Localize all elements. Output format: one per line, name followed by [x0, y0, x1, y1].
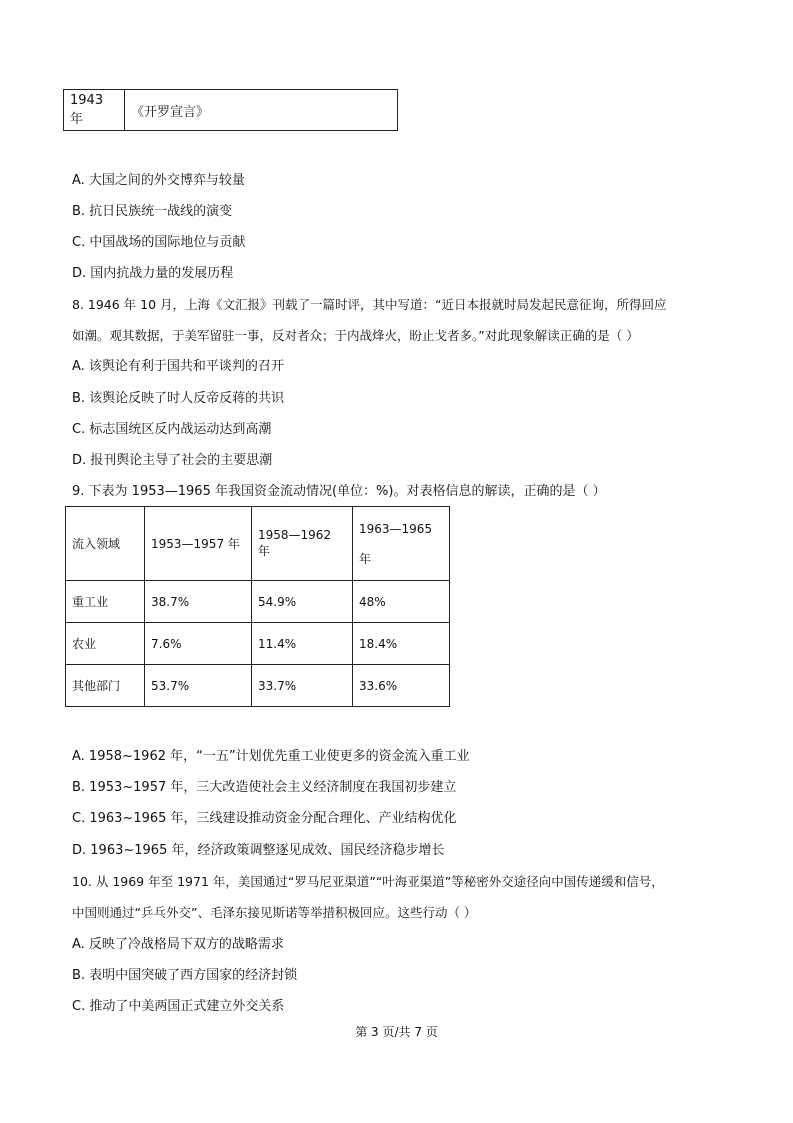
q8-option-c: C. 标志国统区反内战运动达到高潮	[72, 422, 272, 437]
table-cell: 重工业	[66, 581, 145, 623]
funds-header-cell: 1963—1965 年	[353, 507, 450, 581]
table-cell: 7.6%	[145, 623, 252, 665]
table-cell: 54.9%	[252, 581, 353, 623]
q10-option-c: C. 推动了中美两国正式建立外交关系	[72, 999, 285, 1014]
q7-option-b: B. 抗日民族统一战线的演变	[72, 204, 233, 219]
table-cell: 33.7%	[252, 665, 353, 707]
table-cell: 38.7%	[145, 581, 252, 623]
event-year: 1943 年	[64, 90, 125, 131]
table-row	[66, 581, 450, 623]
q10-stem-line1: 10. 从 1969 年至 1971 年，美国通过“罗马尼亚渠道”“叶海亚渠道”等秘密外交途径向中国传递缓和信号，	[72, 874, 664, 889]
table-cell: 18.4%	[353, 623, 450, 665]
table-row	[66, 665, 450, 707]
q10-option-a: A. 反映了冷战格局下双方的战略需求	[72, 937, 284, 952]
funds-header-cell: 流入领域	[66, 507, 145, 581]
funds-header-cell: 1953—1957 年	[145, 507, 252, 581]
q7-option-d: D. 国内抗战力量的发展历程	[72, 266, 234, 281]
table-cell: 48%	[353, 581, 450, 623]
event-table	[63, 89, 398, 131]
q9-stem: 9. 下表为 1953—1965 年我国资金流动情况(单位：%)。对表格信息的解读，正确的是（ ）	[72, 484, 606, 499]
funds-table-header-row	[66, 507, 450, 581]
q8-option-a: A. 该舆论有利于国共和平谈判的召开	[72, 359, 284, 374]
q8-option-d: D. 报刊舆论主导了社会的主要思潮	[72, 453, 273, 468]
q7-option-a: A. 大国之间的外交博弈与较量	[72, 173, 245, 188]
event-name: 《开罗宣言》	[125, 90, 398, 131]
funds-header-cell: 1958—1962 年	[252, 507, 353, 581]
q8-option-b: B. 该舆论反映了时人反帝反蒋的共识	[72, 391, 285, 406]
table-cell: 11.4%	[252, 623, 353, 665]
q9-option-c: C. 1963~1965 年，三线建设推动资金分配合理化、产业结构优化	[72, 811, 457, 826]
table-cell: 其他部门	[66, 665, 145, 707]
page-number: 第 3 页/共 7 页	[355, 1025, 438, 1039]
q7-option-c: C. 中国战场的国际地位与贡献	[72, 235, 246, 250]
table-cell: 33.6%	[353, 665, 450, 707]
q9-option-a: A. 1958~1962 年，“一五”计划优先重工业使更多的资金流入重工业	[72, 749, 470, 764]
q9-option-b: B. 1953~1957 年，三大改造使社会主义经济制度在我国初步建立	[72, 780, 457, 795]
q10-stem-line2: 中国则通过“乒乓外交”、毛泽东接见斯诺等举措积极回应。这些行动（ ）	[72, 905, 477, 920]
funds-table	[65, 506, 450, 707]
q8-stem-line1: 8. 1946 年 10 月，上海《文汇报》刊载了一篇时评，其中写道：“近日本报就时局发起民意征询，所得回应	[72, 297, 667, 312]
table-row	[66, 623, 450, 665]
q8-stem-line2: 如潮。观其数据，于美军留驻一事，反对者众；于内战烽火，盼止戈者多。”对此现象解读正确的是（ ）	[72, 328, 639, 343]
q10-option-b: B. 表明中国突破了西方国家的经济封锁	[72, 968, 298, 983]
table-cell: 农业	[66, 623, 145, 665]
table-cell: 53.7%	[145, 665, 252, 707]
q9-option-d: D. 1963~1965 年，经济政策调整逐见成效、国民经济稳步增长	[72, 843, 445, 858]
